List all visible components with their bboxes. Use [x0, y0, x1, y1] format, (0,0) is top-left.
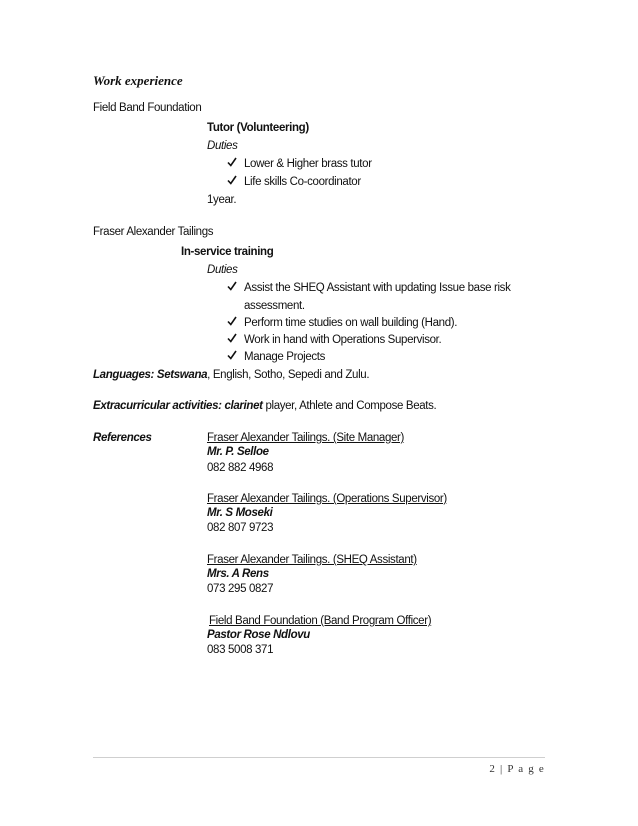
reference-phone: 082 807 9723 [207, 522, 274, 534]
checkmark-icon [227, 156, 237, 168]
checkmark-icon [227, 174, 237, 186]
reference-phone: 082 882 4968 [207, 462, 274, 474]
job-company: Field Band Foundation [93, 102, 202, 114]
reference-name: Mrs. A Rens [207, 568, 269, 580]
languages-line [93, 368, 369, 382]
reference-org: Field Band Foundation (Band Program Officer) [209, 615, 432, 627]
reference-phone: 083 5008 371 [207, 644, 274, 656]
languages-label: Languages: [93, 369, 155, 381]
reference-name: Mr. S Moseki [207, 507, 273, 519]
duty-item: Work in hand with Operations Supervisor. [244, 334, 442, 346]
reference-org: Fraser Alexander Tailings. (SHEQ Assistant) [207, 554, 417, 566]
duties-label: Duties [207, 264, 238, 276]
extracurricular-line [93, 399, 436, 413]
duty-item: Assist the SHEQ Assistant with updating Issue base risk [244, 282, 511, 294]
language-list: , English, Sotho, Sepedi and Zulu. [207, 369, 370, 381]
job-role: Tutor (Volunteering) [207, 122, 309, 134]
duty-item: Life skills Co-coordinator [244, 176, 361, 188]
section-heading-work-experience: Work experience [93, 73, 183, 88]
reference-org: Fraser Alexander Tailings. (Site Manager) [207, 432, 405, 444]
extracurricular-label: Extracurricular activities: [93, 400, 222, 412]
page-number: 2 [489, 763, 497, 775]
reference-org: Fraser Alexander Tailings. (Operations Supervisor) [207, 493, 447, 505]
duty-item: Lower & Higher brass tutor [244, 158, 372, 170]
checkmark-icon [227, 349, 237, 361]
extracurricular-item: clarinet [224, 400, 263, 412]
page-footer [489, 763, 545, 775]
duty-item: Perform time studies on wall building (Hand). [244, 317, 458, 329]
reference-name: Mr. P. Selloe [207, 446, 269, 458]
checkmark-icon [227, 280, 237, 292]
page-separator: | [500, 763, 504, 775]
duty-item: Manage Projects [244, 351, 326, 363]
duty-item-continued: assessment. [244, 300, 305, 312]
language-primary: Setswana [156, 369, 208, 381]
references-label: References [93, 432, 152, 444]
checkmark-icon [227, 315, 237, 327]
reference-phone: 073 295 0827 [207, 583, 274, 595]
job-role: In-service training [181, 246, 274, 258]
reference-name: Pastor Rose Ndlovu [207, 629, 310, 641]
page-word: P a g e [507, 763, 545, 775]
job-duration: 1year. [207, 194, 237, 206]
footer-divider [93, 757, 545, 758]
duties-label: Duties [207, 140, 238, 152]
extracurricular-rest: player, Athlete and Compose Beats. [262, 400, 437, 412]
checkmark-icon [227, 332, 237, 344]
job-company: Fraser Alexander Tailings [93, 226, 214, 238]
